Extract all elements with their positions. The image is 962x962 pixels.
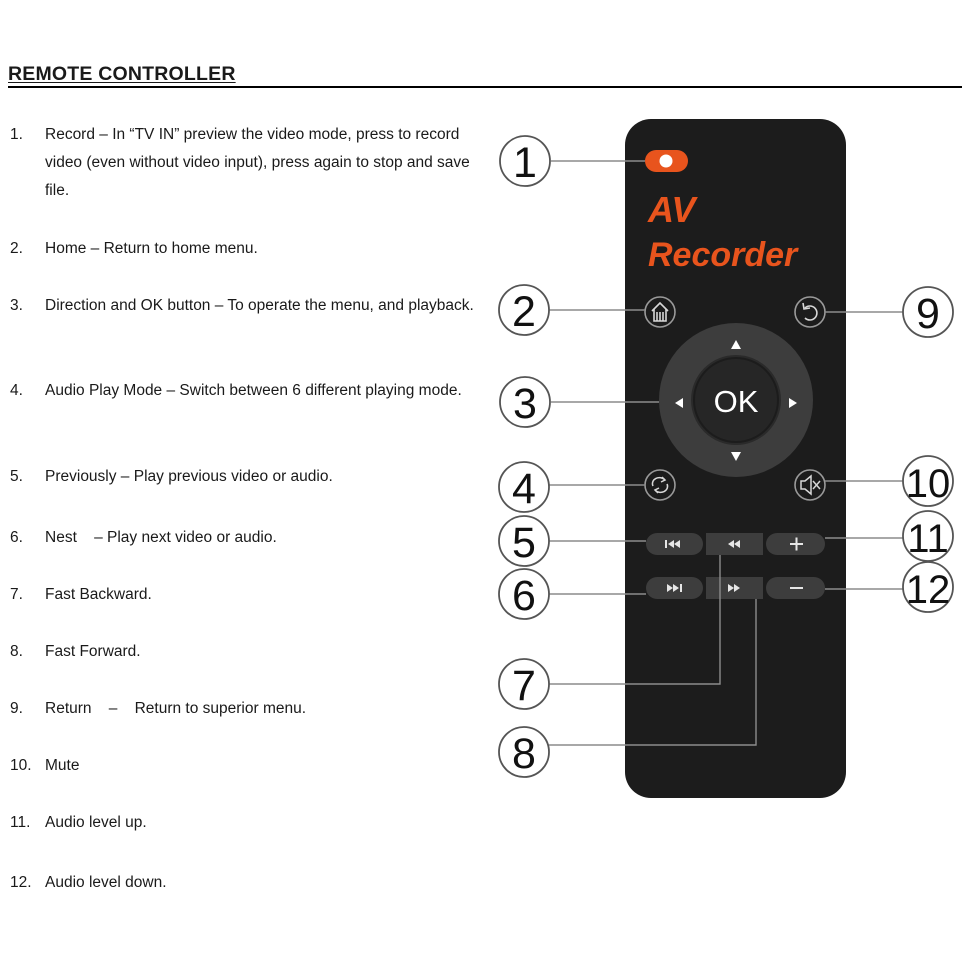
- volume-down-button[interactable]: [766, 577, 825, 599]
- item-text: Mute: [45, 757, 80, 774]
- fast-forward-button[interactable]: [706, 577, 763, 599]
- remote-label-line1: AV: [648, 189, 696, 230]
- home-button[interactable]: [645, 297, 675, 327]
- item-number: 11.: [10, 814, 31, 831]
- callout-number: 2: [512, 288, 536, 336]
- record-icon: [660, 155, 673, 168]
- callout-marker: [499, 569, 549, 620]
- callout-marker: [499, 516, 549, 567]
- callout-number: 1: [513, 139, 537, 187]
- next-button[interactable]: [646, 577, 703, 599]
- item-number: 9.: [10, 700, 23, 717]
- item-text: Nest – Play next video or audio.: [45, 529, 277, 546]
- item-text: Return – Return to superior menu.: [45, 700, 307, 717]
- return-button[interactable]: [795, 297, 825, 327]
- item-number: 1.: [10, 126, 23, 143]
- callout-marker: [499, 462, 549, 513]
- direction-pad[interactable]: [659, 323, 813, 477]
- item-number: 5.: [10, 468, 23, 485]
- callout-number: 6: [512, 572, 536, 620]
- item-number: 2.: [10, 240, 23, 257]
- item-number: 8.: [10, 643, 23, 660]
- callout-number: 5: [512, 519, 536, 567]
- item-number: 6.: [10, 529, 23, 546]
- callout-number: 10: [905, 462, 951, 506]
- fast-backward-button[interactable]: [706, 533, 763, 555]
- item-number: 7.: [10, 586, 23, 603]
- brand-logo: ezcap: [688, 789, 784, 845]
- previous-button[interactable]: [646, 533, 703, 555]
- callout-marker: [500, 136, 550, 187]
- volume-up-button[interactable]: [766, 533, 825, 555]
- item-number: 12.: [10, 874, 32, 891]
- item-text: Record – In “TV IN” preview the video mode, press to record video (even without video input), press again to stop and save file.: [45, 126, 470, 199]
- callout-number: 11: [907, 517, 949, 561]
- item-text: Fast Backward.: [45, 586, 152, 603]
- remote-label-line2: Recorder: [648, 236, 798, 274]
- item-text: Previously – Play previous video or audio.: [45, 468, 333, 485]
- callout-marker: [499, 659, 549, 710]
- callout-marker: [499, 727, 549, 778]
- item-number: 3.: [10, 297, 23, 314]
- callout-marker: [903, 287, 953, 338]
- callout-marker: [500, 377, 550, 428]
- mute-button[interactable]: [795, 470, 825, 500]
- section-title: REMOTE CONTROLLER: [8, 63, 236, 85]
- minus-icon: [790, 587, 803, 589]
- callout-number: 4: [512, 465, 536, 513]
- callout-number: 9: [916, 290, 940, 338]
- item-text: Direction and OK button – To operate the menu, and playback.: [45, 297, 474, 314]
- item-text: Home – Return to home menu.: [45, 240, 258, 257]
- item-text: Audio Play Mode – Switch between 6 different playing mode.: [45, 382, 462, 399]
- audio-play-mode-button[interactable]: [645, 470, 675, 500]
- ok-label: OK: [713, 384, 759, 419]
- callout-number: 12: [905, 568, 951, 612]
- item-number: 10.: [10, 757, 32, 774]
- callout-marker: [903, 562, 953, 612]
- callout-marker: [903, 511, 953, 561]
- callout-number: 3: [513, 380, 537, 428]
- item-text: Audio level down.: [45, 874, 167, 891]
- callout-marker: [903, 456, 953, 506]
- callout-number: 8: [512, 730, 536, 778]
- item-text: Fast Forward.: [45, 643, 141, 660]
- item-number: 4.: [10, 382, 23, 399]
- callout-marker: [499, 285, 549, 336]
- item-text: Audio level up.: [45, 814, 147, 831]
- callout-number: 7: [512, 662, 536, 710]
